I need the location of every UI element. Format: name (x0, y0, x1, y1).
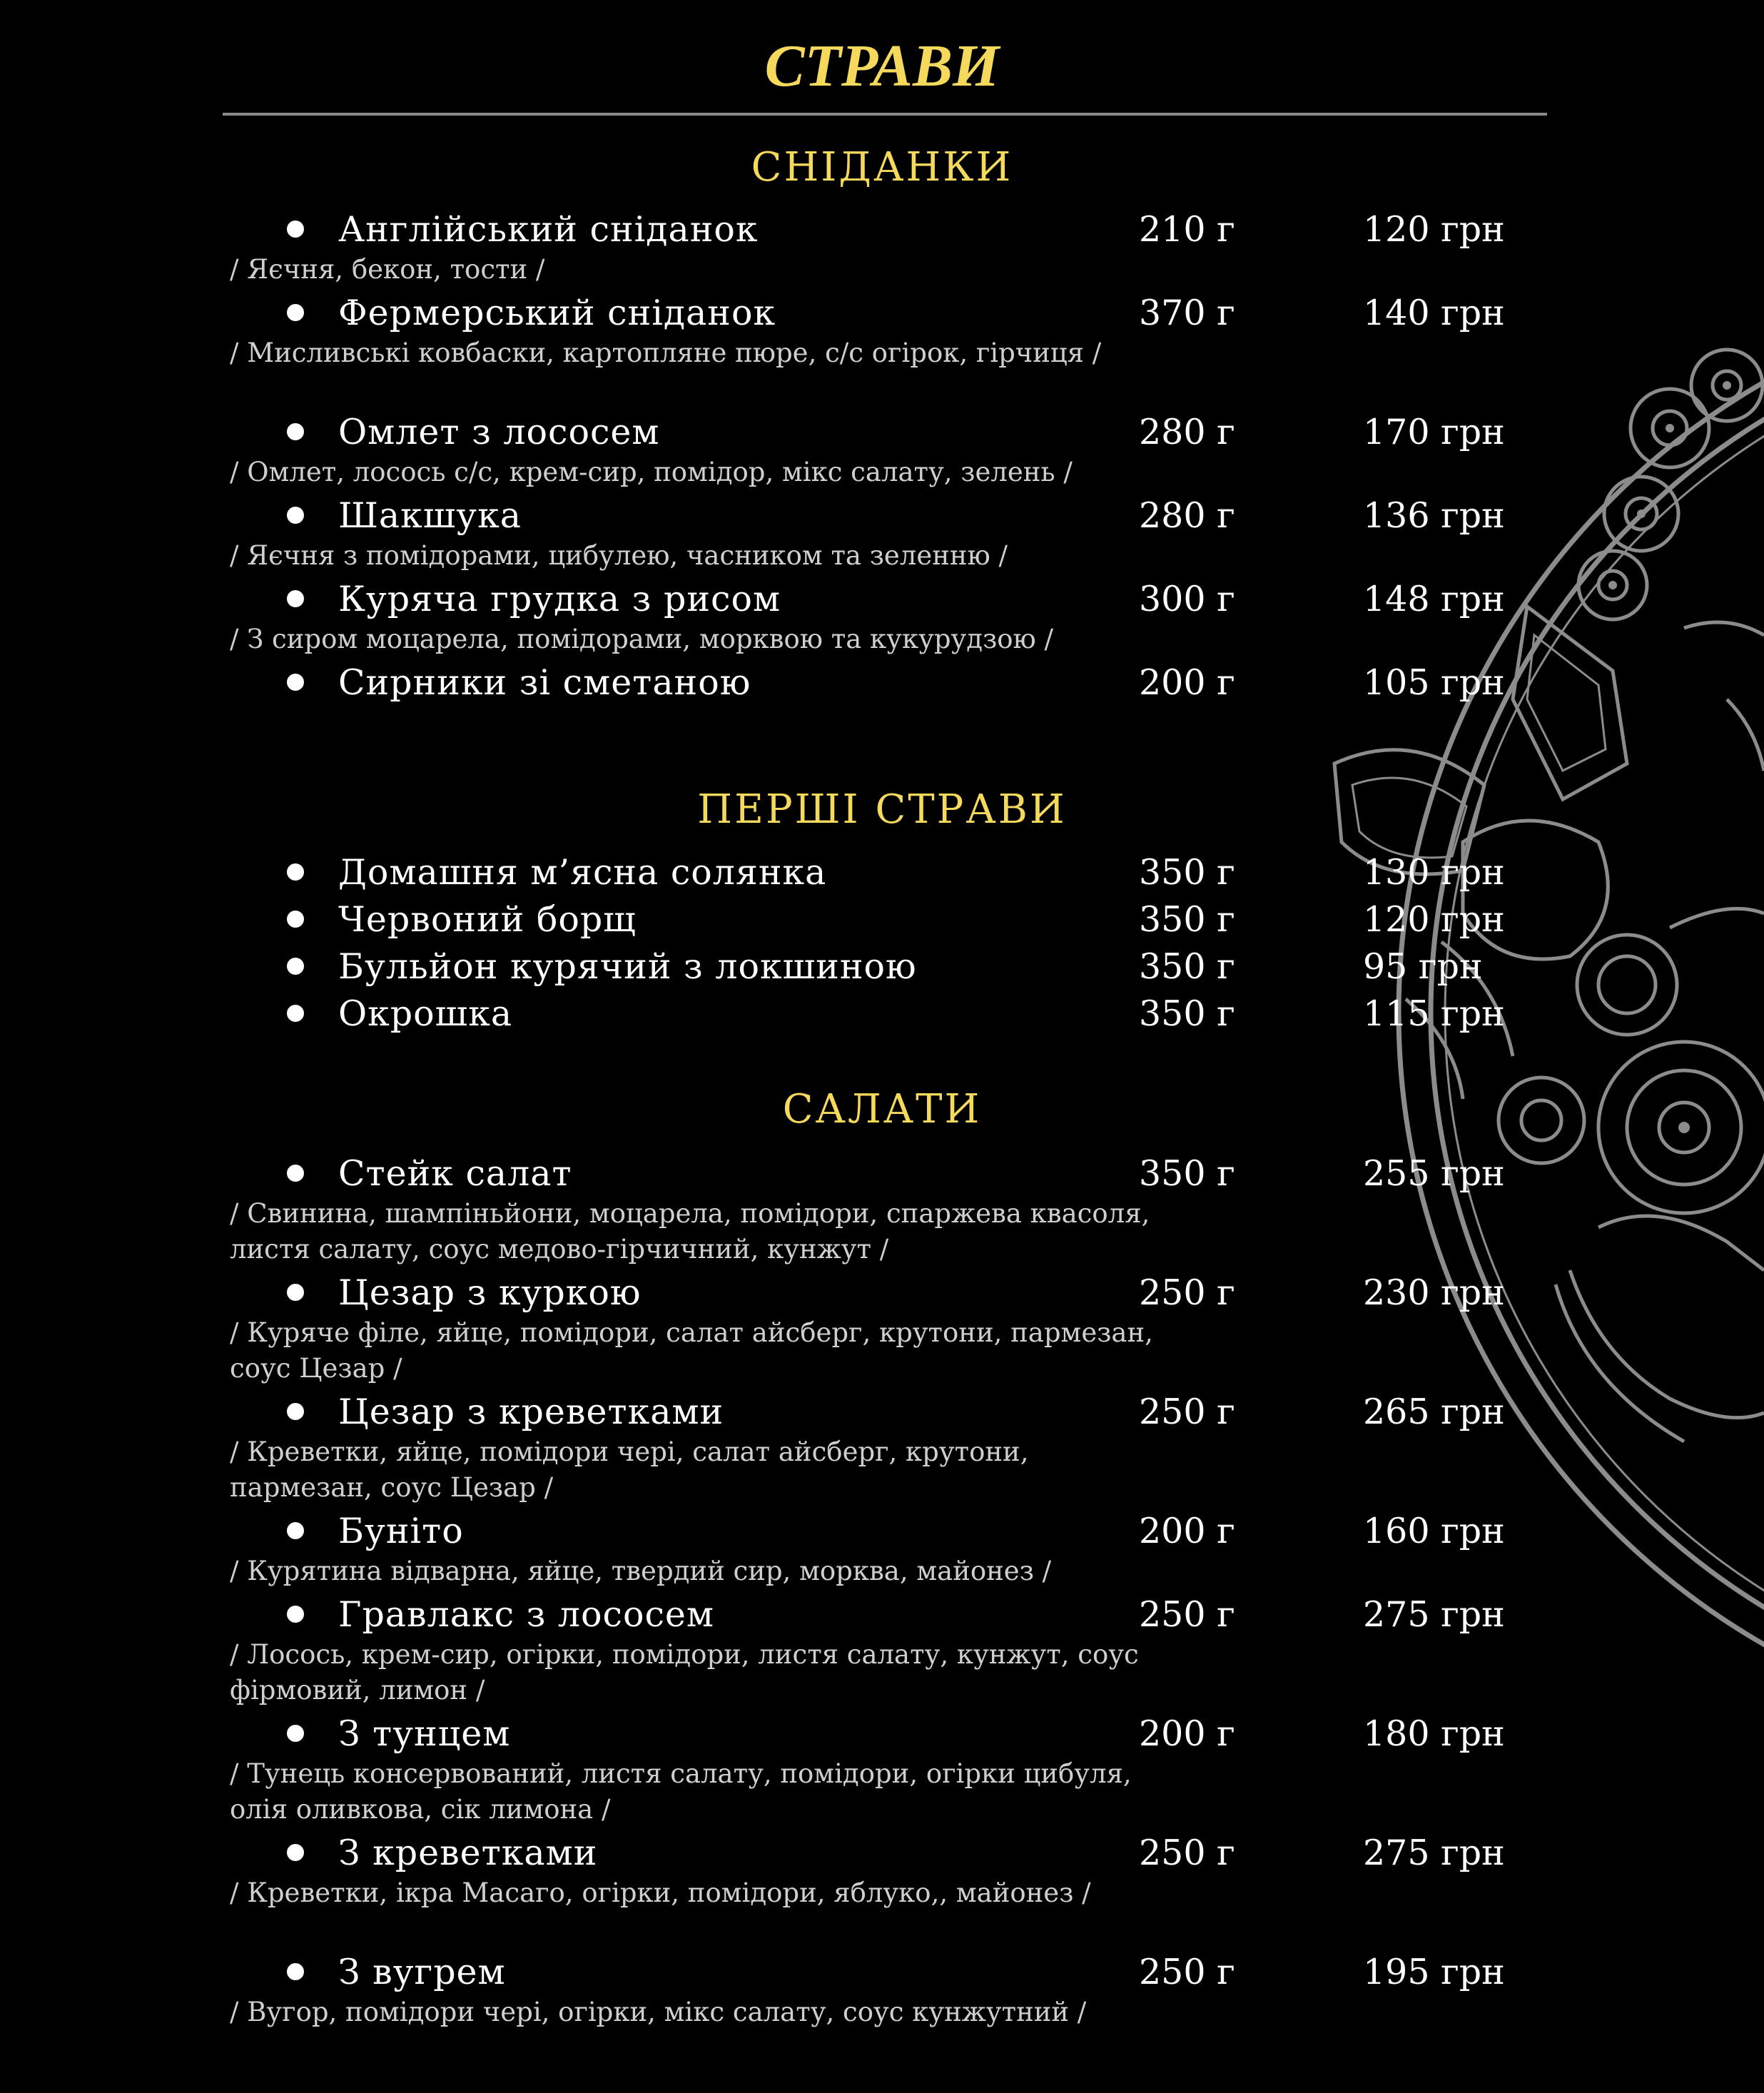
item-price: 275 грн (1363, 1833, 1505, 1873)
bullet-icon (287, 1005, 304, 1022)
menu-item (0, 491, 1764, 541)
item-price: 136 грн (1363, 495, 1505, 536)
item-price: 148 грн (1363, 579, 1505, 619)
menu-item (0, 942, 1764, 992)
item-price: 95 грн (1363, 946, 1483, 987)
item-name: З вугрем (338, 1952, 506, 1992)
item-price: 105 грн (1363, 662, 1505, 703)
item-name: Куряча грудка з рисом (338, 579, 781, 619)
item-weight: 250 г (1139, 1952, 1235, 1992)
item-price: 275 грн (1363, 1594, 1505, 1635)
bullet-icon (287, 674, 304, 691)
section-title: СНІДАНКИ (751, 144, 1013, 191)
item-name: Омлет з лососем (338, 412, 660, 452)
bullet-icon (287, 507, 304, 524)
bullet-icon (287, 1606, 304, 1623)
item-weight: 280 г (1139, 412, 1235, 452)
bullet-icon (287, 1403, 304, 1420)
bullet-icon (287, 1522, 304, 1539)
item-name: Сирники зі сметаною (338, 662, 751, 703)
item-weight: 210 г (1139, 209, 1235, 250)
item-price: 180 грн (1363, 1713, 1505, 1754)
item-name: Цезар з креветками (338, 1392, 724, 1432)
item-price: 230 грн (1363, 1272, 1505, 1313)
item-description: / Омлет, лосось с/с, крем-сир, помідор, мікс салату, зелень / (230, 457, 1073, 487)
item-price: 115 грн (1363, 993, 1505, 1034)
item-name: Буніто (338, 1511, 464, 1551)
item-weight: 250 г (1139, 1833, 1235, 1873)
item-description: / Свинина, шампіньйони, моцарела, помідори, спаржева квасоля, листя салату, соус медово-гірчичний, кунжут / (230, 1198, 1150, 1265)
item-description: / Курятина відварна, яйце, твердий сир, морква, майонез / (230, 1556, 1052, 1586)
item-weight: 300 г (1139, 579, 1235, 619)
item-name: Червоний борщ (338, 899, 637, 940)
bullet-icon (287, 221, 304, 238)
item-name: Шакшука (338, 495, 522, 536)
menu-item (0, 1506, 1764, 1556)
item-weight: 200 г (1139, 1713, 1235, 1754)
item-description: / Вугор, помідори чері, огірки, мікс салату, соус кунжутний / (230, 1997, 1087, 2027)
section-title: ПЕРШІ СТРАВИ (697, 786, 1067, 833)
bullet-icon (287, 1165, 304, 1182)
item-weight: 200 г (1139, 1511, 1235, 1551)
page-title: СТРАВИ (764, 33, 1000, 99)
item-description: / З сиром моцарела, помідорами, морквою та кукурудзою / (230, 624, 1053, 654)
menu-item (0, 1387, 1764, 1437)
item-name: Англійський сніданок (338, 209, 759, 250)
item-name: Бульйон курячий з локшиною (338, 946, 917, 987)
bullet-icon (287, 958, 304, 975)
item-price: 255 грн (1363, 1153, 1505, 1194)
item-weight: 350 г (1139, 852, 1235, 893)
item-name: Домашня м’ясна солянка (338, 852, 827, 893)
menu-item (0, 658, 1764, 708)
menu-item (0, 1149, 1764, 1199)
item-price: 120 грн (1363, 899, 1505, 940)
menu-item (0, 1268, 1764, 1318)
bullet-icon (287, 1725, 304, 1742)
item-weight: 250 г (1139, 1392, 1235, 1432)
item-price: 160 грн (1363, 1511, 1505, 1551)
bullet-icon (287, 1284, 304, 1301)
item-price: 140 грн (1363, 293, 1505, 333)
item-description: / Лосось, крем-сир, огірки, помідори, листя салату, кунжут, соус фірмовий, лимон / (230, 1639, 1139, 1706)
item-name: Фермерський сніданок (338, 293, 776, 333)
menu-item (0, 848, 1764, 898)
item-weight: 350 г (1139, 993, 1235, 1034)
section-title: САЛАТИ (782, 1086, 982, 1132)
menu-item (0, 574, 1764, 624)
item-weight: 200 г (1139, 662, 1235, 703)
bullet-icon (287, 1844, 304, 1861)
item-name: Цезар з куркою (338, 1272, 642, 1313)
bullet-icon (287, 423, 304, 440)
item-weight: 250 г (1139, 1272, 1235, 1313)
item-name: Гравлакс з лососем (338, 1594, 715, 1635)
item-price: 195 грн (1363, 1952, 1505, 1992)
item-price: 120 грн (1363, 209, 1505, 250)
item-name: Окрошка (338, 993, 513, 1034)
bullet-icon (287, 590, 304, 607)
menu-item (0, 989, 1764, 1039)
item-weight: 350 г (1139, 946, 1235, 987)
item-name: З креветками (338, 1833, 598, 1873)
item-description: / Куряче філе, яйце, помідори, салат айсберг, крутони, пармезан, соус Цезар / (230, 1317, 1153, 1384)
item-description: / Яєчня, бекон, тости / (230, 254, 545, 285)
item-description: / Креветки, яйце, помідори чері, салат айсберг, крутони, пармезан, соус Цезар / (230, 1436, 1029, 1503)
item-price: 170 грн (1363, 412, 1505, 452)
bullet-icon (287, 863, 304, 881)
menu-item (0, 288, 1764, 338)
bullet-icon (287, 1963, 304, 1980)
item-price: 130 грн (1363, 852, 1505, 893)
item-description: / Яєчня з помідорами, цибулею, часником та зеленню / (230, 540, 1008, 571)
menu-item (0, 407, 1764, 457)
bullet-icon (287, 911, 304, 928)
menu-item (0, 1590, 1764, 1640)
menu-item (0, 1947, 1764, 1997)
item-price: 265 грн (1363, 1392, 1505, 1432)
menu-item (0, 205, 1764, 255)
bullet-icon (287, 304, 304, 321)
item-weight: 350 г (1139, 899, 1235, 940)
item-description: / Креветки, ікра Масаго, огірки, помідори, яблуко,, майонез / (230, 1877, 1091, 1908)
item-weight: 280 г (1139, 495, 1235, 536)
item-name: Стейк салат (338, 1153, 572, 1194)
menu-item (0, 1709, 1764, 1759)
item-weight: 350 г (1139, 1153, 1235, 1194)
item-description: / Тунець консервований, листя салату, помідори, огірки цибуля, олія оливкова, сік лимона / (230, 1758, 1132, 1825)
menu-item (0, 1828, 1764, 1878)
item-description: / Мисливські ковбаски, картопляне пюре, с/с огірок, гірчиця / (230, 338, 1102, 368)
item-name: З тунцем (338, 1713, 511, 1754)
item-weight: 250 г (1139, 1594, 1235, 1635)
title-divider (223, 113, 1547, 116)
menu-item (0, 895, 1764, 945)
item-weight: 370 г (1139, 293, 1235, 333)
